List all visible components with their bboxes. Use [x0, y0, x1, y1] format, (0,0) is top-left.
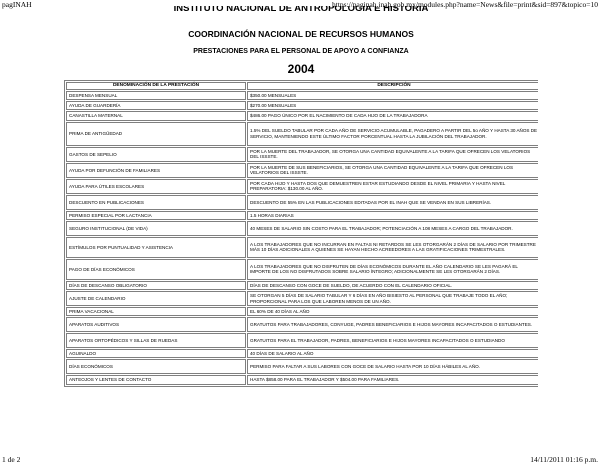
benefit-description: POR CADA HIJO Y HASTA DOS QUE DEMUESTREN ESTAR ESTUDIANDO DESDE EL NIVEL PRIMARIA Y HASTA NIVEL PREPARATORIA: $130.00 AL AÑO. [247, 179, 538, 194]
benefit-name: APARATOS ORTOPÉDICOS Y SILLAS DE RUEDAS [66, 333, 246, 348]
table-row [66, 122, 538, 146]
table-row [66, 237, 538, 258]
benefit-name: AJUSTE DE CALENDARIO [66, 291, 246, 306]
institution-title: INSTITUTO NACIONAL DE ANTROPOLOGIA E HISTORIA [173, 6, 429, 14]
table-row [66, 195, 538, 210]
benefit-name: PRIMA DE ANTIGÜEDAD [66, 122, 246, 146]
benefit-name: AGUINALDO [66, 349, 246, 358]
print-header-url: https://paginah.inah.gob.mx/modules.php?name=News&file=print&sid=897&topico=10 [331, 0, 598, 9]
benefit-description: GRATUITOS PARA EL TRABAJADOR, PADRES, BENEFICIARIOS E HIJOS MAYORES INCAPACITADOS O ESTUDIANDO [247, 333, 538, 348]
benefit-name: CANASTILLA MATERNAL [66, 111, 246, 120]
benefit-name: GASTOS DE SEPELIO [66, 147, 246, 162]
table-row [66, 359, 538, 374]
table-row [66, 91, 538, 100]
benefit-name: AYUDA POR DEFUNCIÓN DE FAMILIARES [66, 163, 246, 178]
table-row [66, 259, 538, 280]
table-row [66, 281, 538, 290]
benefit-description: $350.00 MENSUALES [247, 91, 538, 100]
print-timestamp: 14/11/2011 01:16 p.m. [530, 455, 598, 464]
benefit-name: AYUDA DE GUARDERÍA [66, 101, 246, 110]
table-header-row [66, 82, 538, 90]
table-row [66, 163, 538, 178]
table-row [66, 375, 538, 384]
document-year: 2004 [287, 62, 315, 76]
benefit-description: EL 60% DE 40 DÍAS AL AÑO [247, 307, 538, 316]
benefit-name: DESCUENTO EN PUBLICACIONES [66, 195, 246, 210]
table-row [66, 101, 538, 110]
benefit-description: 40 DÍAS DE SALARIO AL AÑO [247, 349, 538, 358]
table-row [66, 317, 538, 332]
column-header-descripcion: DESCRIPCIÓN [247, 82, 538, 90]
benefit-description: $270.00 MENSUALES [247, 101, 538, 110]
benefit-description: 1.5 HORAS DIARIAS [247, 211, 538, 220]
benefit-name: DÍAS DE DESCANSO OBLIGATORIO [66, 281, 246, 290]
table-row [66, 147, 538, 162]
table-row [66, 111, 538, 120]
benefit-name: APARATOS AUDITIVOS [66, 317, 246, 332]
table-row [66, 307, 538, 316]
benefit-description: DÍAS DE DESCANSO CON GOCE DE SUELDO, DE ACUERDO CON EL CALENDARIO OFICIAL. [247, 281, 538, 290]
benefit-description: GRATUITOS PARA TRABAJADORES, CONYUGE, PADRES BENEFICIARIOS E HIJOS MAYORES INCAPACITADOS O ESTUDIANTES. [247, 317, 538, 332]
benefit-name: ANTEOJOS Y LENTES DE CONTACTO [66, 375, 246, 384]
table-row [66, 291, 538, 306]
table-row [66, 211, 538, 220]
benefit-description: 1.5% DEL SUELDO TABULAR POR CADA AÑO DE SERVICIO ACUMULABLE, PAGADERO A PARTIR DEL 5o AÑO Y HASTA 30 AÑOS DE SERVICIO, MANTENIENDO ESTE ÚLTIMO FACTOR PORCENTUAL HASTA LA JUBILACIÓN DEL TRABAJADOR. [247, 122, 538, 146]
document-subtitle: PRESTACIONES PARA EL PERSONAL DE APOYO A CONFIANZA [193, 48, 409, 55]
document [64, 6, 538, 387]
benefit-description: SE OTORGAN 5 DÍAS DE SALARIO TABULAR Y 6 DÍAS EN AÑO BISIESTO AL PERSONAL QUE TRABAJE TODO EL AÑO; PROPORCIONAL PARA LOS QUE LABOREN MENOS DE UN AÑO. [247, 291, 538, 306]
benefit-description: A LOS TRABAJADORES QUE NO DISFRUTEN DE DÍAS ECONÓMICOS DURANTE EL AÑO CALENDARIO SE LES PAGARÁ EL IMPORTE DE LOS NO DISFRUTADOS SOBRE SALARIO ÍNTEGRO; ADICIONALMENTE SE LES OTORGARÁN 2 DÍAS. [247, 259, 538, 280]
benefit-name: ESTÍMULOS POR PUNTUALIDAD Y ASISTENCIA [66, 237, 246, 258]
table-row [66, 333, 538, 348]
print-footer [0, 455, 600, 464]
benefit-description: PERMISO PARA FALTAR A SUS LABORES CON GOCE DE SALARIO HASTA POR 10 DÍAS HÁBILES AL AÑO. [247, 359, 538, 374]
table-row [66, 179, 538, 194]
coordination-title: COORDINACIÓN NACIONAL DE RECURSOS HUMANOS [188, 29, 414, 39]
benefit-name: PRIMA VACACIONAL [66, 307, 246, 316]
table-row [66, 221, 538, 236]
benefit-name: DÍAS ECONÓMICOS [66, 359, 246, 374]
benefit-description: DESCUENTO DE 55% EN LAS PUBLICACIONES EDITADAS POR EL INAH QUE SE VENDAN EN SUS LIBRERÍAS. [247, 195, 538, 210]
benefit-description: POR LA MUERTE DEL TRABAJADOR, SE OTORGA UNA CANTIDAD EQUIVALENTE A LA TARIFA QUE OFRECEN LOS VELATORIOS DEL ISSSTE. [247, 147, 538, 162]
benefit-name: PERMISO ESPECIAL POR LACTANCIA [66, 211, 246, 220]
table-row [66, 349, 538, 358]
benefit-description: HASTA $858.00 PARA EL TRABAJADOR Y $504.00 PARA FAMILIARES. [247, 375, 538, 384]
benefit-name: AYUDA PARA ÚTILES ESCOLARES [66, 179, 246, 194]
table-body [66, 91, 538, 385]
print-header-site: pagINAH [2, 0, 32, 9]
benefit-description: 40 MESES DE SALARIO SIN COSTO PARA EL TRABAJADOR; POTENCIACIÓN A 108 MESES A CARGO DEL TRABAJADOR. [247, 221, 538, 236]
column-header-denominacion: DENOMINACIÓN DE LA PRESTACIÓN [66, 82, 246, 90]
benefit-description: A LOS TRABAJADORES QUE NO INCURRAN EN FALTAS NI RETARDOS SE LES OTORGARÁN 2 DÍAS DE SALARIO POR TRIMESTRE MÁS 10 DÍAS ADICIONALES A QUIENES SE HAYAN HECHO ACREEDORES A LAS GRATIFICACIONES TRIMESTRALES. [247, 237, 538, 258]
benefits-table [64, 80, 538, 387]
benefit-name: SEGURO INSTITUCIONAL (DE VIDA) [66, 221, 246, 236]
benefit-description: POR LA MUERTE DE SUS BENEFICIARIOS, SE OTORGA UNA CANTIDAD EQUIVALENTE A LA TARIFA QUE OFRECEN LOS VELATORIOS DEL ISSSTE. [247, 163, 538, 178]
benefit-name: PAGO DE DÍAS ECONÓMICOS [66, 259, 246, 280]
page-number: 1 de 2 [2, 455, 21, 464]
benefit-description: $486.00 PAGO ÚNICO POR EL NACIMIENTO DE CADA HIJO DE LA TRABAJADORA [247, 111, 538, 120]
benefit-name: DESPENSA MENSUAL [66, 91, 246, 100]
